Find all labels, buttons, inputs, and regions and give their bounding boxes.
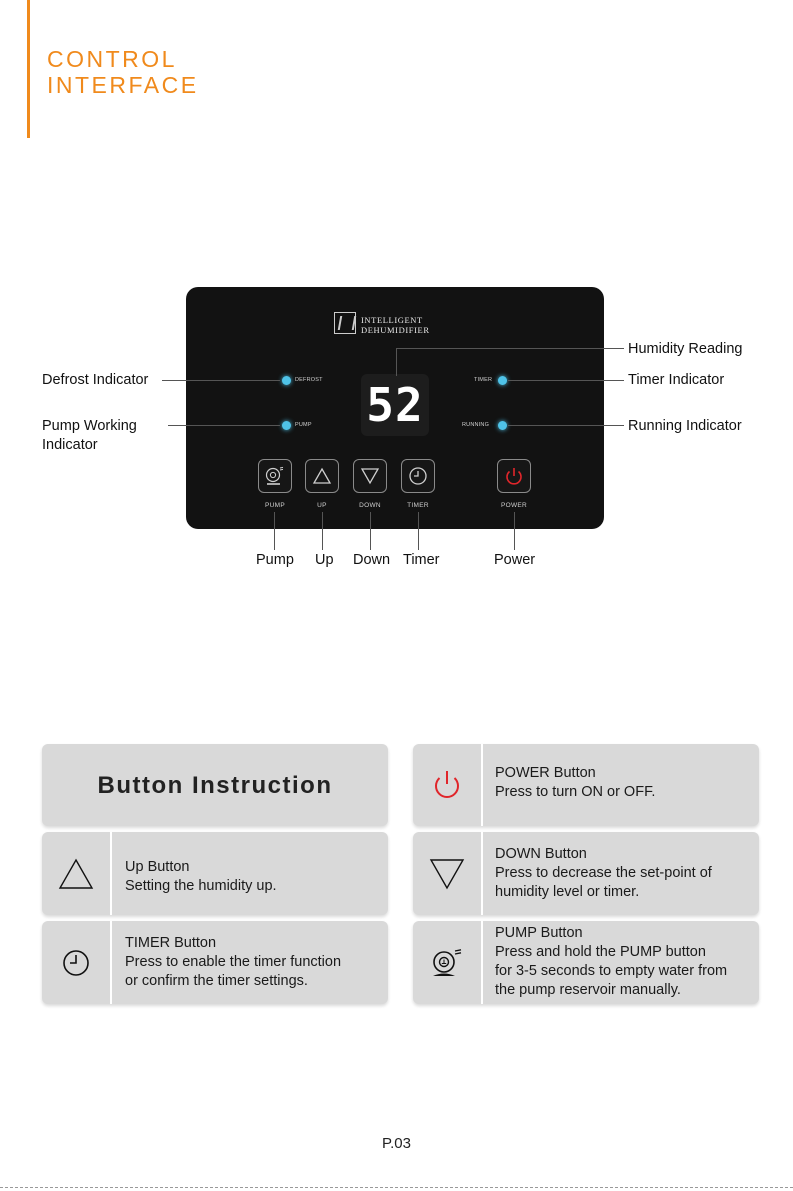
- timer-instruction-title: TIMER Button: [125, 935, 217, 951]
- up-instruction-card: [42, 832, 388, 915]
- humidity-digits: 52: [366, 378, 424, 432]
- brand-line2: DEHUMIDIFIER: [361, 325, 430, 335]
- down-instruction-card: [413, 832, 759, 915]
- down-instruction-icon-cell: [413, 832, 481, 915]
- pump-led-label: PUMP: [295, 422, 312, 428]
- pump-working-callout-line2: Indicator: [42, 437, 98, 453]
- pump-instruction-text: [495, 924, 727, 1000]
- timer-button-label: TIMER: [407, 502, 429, 509]
- up-instruction-desc: Setting the humidity up.: [125, 878, 277, 894]
- down-instruction-text: [495, 845, 712, 902]
- card-divider: [110, 832, 112, 915]
- down-btn-callout-line: [370, 512, 371, 550]
- down-btn-callout: Down: [353, 552, 391, 568]
- pump-working-callout-line1: Pump Working: [42, 418, 137, 434]
- down-instruction-title: DOWN Button: [495, 846, 587, 862]
- timer-btn-callout: Timer: [403, 552, 440, 568]
- pump-instruction-desc1: Press and hold the PUMP button: [495, 944, 706, 960]
- page-title: [47, 46, 199, 98]
- instruction-heading-card: [42, 744, 388, 826]
- up-instruction-icon-cell: [42, 832, 110, 915]
- defrost-led-label: DEFROST: [295, 377, 323, 383]
- timer-callout-line: [508, 380, 624, 381]
- power-icon: [503, 465, 525, 487]
- brand-line1: INTELLIGENT: [361, 315, 423, 325]
- pump-led: [282, 421, 291, 430]
- page-cut-line: [0, 1187, 793, 1189]
- title-accent-bar: [27, 0, 30, 138]
- timer-instruction-icon-cell: [42, 921, 110, 1004]
- pump-button-label: PUMP: [265, 502, 285, 509]
- humidity-callout-line: [396, 348, 624, 349]
- power-button-label: POWER: [500, 502, 528, 509]
- instruction-heading: Button Instruction: [97, 772, 333, 799]
- up-button-label: UP: [317, 502, 327, 509]
- up-triangle-icon: [58, 858, 94, 890]
- page-title-line1: CONTROL: [47, 46, 177, 72]
- pump-instruction-desc2: for 3-5 seconds to empty water from: [495, 963, 728, 979]
- defrost-callout-line: [162, 380, 280, 381]
- brand-logo-icon: [334, 312, 356, 334]
- down-triangle-icon: [429, 858, 465, 890]
- up-instruction-title: Up Button: [125, 859, 190, 875]
- pump-instruction-icon-cell: [413, 921, 481, 1004]
- timer-instruction-card: [42, 921, 388, 1004]
- power-btn-callout: Power: [494, 552, 536, 568]
- pump-instruction-title: PUMP Button: [495, 925, 583, 941]
- power-instruction-card: [413, 744, 759, 826]
- running-led-label: RUNNING: [462, 422, 490, 428]
- pump-btn-callout-line: [274, 512, 275, 550]
- down-instruction-desc1: Press to decrease the set-point of: [495, 865, 712, 881]
- defrost-led: [282, 376, 291, 385]
- pump-working-callout: [42, 417, 137, 455]
- power-instruction-text: [495, 764, 655, 802]
- timer-button[interactable]: [401, 459, 435, 493]
- power-instruction-title: POWER Button: [495, 765, 596, 781]
- up-triangle-icon: [312, 466, 332, 486]
- power-instruction-desc: Press to turn ON or OFF.: [495, 784, 656, 800]
- up-btn-callout-line: [322, 512, 323, 550]
- humidity-callout: Humidity Reading: [628, 341, 743, 357]
- humidity-callout-vline: [396, 348, 397, 376]
- timer-instruction-desc1: Press to enable the timer function: [125, 954, 342, 970]
- pump-button[interactable]: [258, 459, 292, 493]
- down-instruction-desc2: humidity level or timer.: [495, 884, 640, 900]
- running-callout: Running Indicator: [628, 418, 742, 434]
- defrost-callout: Defrost Indicator: [42, 372, 149, 388]
- brand-name: [361, 315, 430, 335]
- timer-btn-callout-line: [418, 512, 419, 550]
- pump-btn-callout: Pump: [256, 552, 294, 568]
- timer-instruction-text: [125, 934, 341, 991]
- running-callout-line: [508, 425, 624, 426]
- down-triangle-icon: [360, 466, 380, 486]
- timer-callout: Timer Indicator: [628, 372, 725, 388]
- pump-instruction-card: [413, 921, 759, 1004]
- pump-instruction-desc3: the pump reservoir manually.: [495, 982, 681, 998]
- pump-icon: [428, 945, 466, 981]
- power-icon: [430, 768, 464, 802]
- down-button-label: DOWN: [359, 502, 381, 509]
- page-title-line2: INTERFACE: [47, 72, 199, 98]
- clock-icon: [407, 465, 429, 487]
- card-divider: [481, 832, 483, 915]
- clock-icon: [61, 948, 91, 978]
- up-instruction-text: [125, 858, 277, 896]
- power-button[interactable]: [497, 459, 531, 493]
- down-button[interactable]: [353, 459, 387, 493]
- power-instruction-icon-cell: [413, 744, 481, 826]
- timer-led-label: TIMER: [474, 377, 493, 383]
- page-number: P.03: [382, 1135, 411, 1152]
- card-divider: [481, 744, 483, 826]
- timer-instruction-desc2: or confirm the timer settings.: [125, 973, 308, 989]
- running-led: [498, 421, 507, 430]
- pump-icon: [263, 464, 287, 488]
- timer-led: [498, 376, 507, 385]
- up-btn-callout: Up: [315, 552, 334, 568]
- card-divider: [481, 921, 483, 1004]
- pump-callout-line: [168, 425, 280, 426]
- card-divider: [110, 921, 112, 1004]
- up-button[interactable]: [305, 459, 339, 493]
- power-btn-callout-line: [514, 512, 515, 550]
